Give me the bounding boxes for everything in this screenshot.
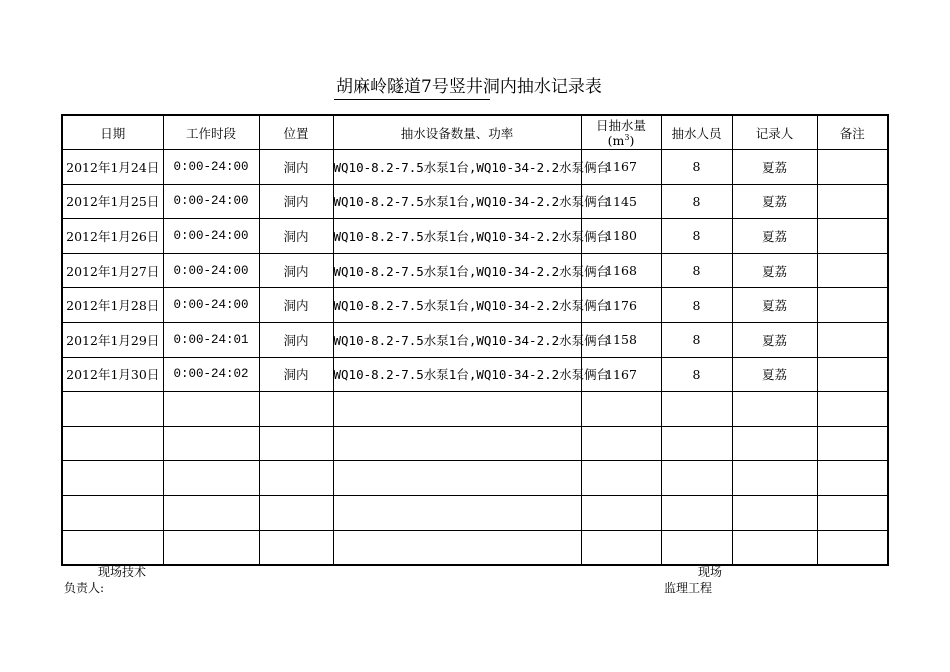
header-date: 日期 xyxy=(62,115,163,150)
cell-location xyxy=(259,530,333,565)
title-underline xyxy=(334,99,490,100)
footer-supervisor-label-line1: 现场 xyxy=(698,565,723,579)
cell-recorder xyxy=(732,426,817,461)
cell-volume xyxy=(581,426,661,461)
cell-date: 2012年1月24日 xyxy=(62,150,163,185)
cell-period: 0:00-24:00 xyxy=(163,150,259,185)
cell-staff xyxy=(661,461,732,496)
cell-date xyxy=(62,530,163,565)
cell-location: 洞内 xyxy=(259,150,333,185)
page-title: 胡麻岭隧道7号竖井洞内抽水记录表 xyxy=(336,77,602,97)
cell-remarks xyxy=(817,322,888,357)
cell-staff: 8 xyxy=(661,184,732,219)
cell-staff: 8 xyxy=(661,150,732,185)
cell-recorder: 夏荔 xyxy=(732,357,817,392)
table-row xyxy=(62,184,888,219)
cell-staff xyxy=(661,530,732,565)
footer-tech-lead-label-line1: 现场技术 xyxy=(98,565,147,579)
cell-period: 0:00-24:00 xyxy=(163,184,259,219)
cell-recorder xyxy=(732,461,817,496)
table-row xyxy=(62,253,888,288)
cell-date xyxy=(62,392,163,427)
cell-staff: 8 xyxy=(661,288,732,323)
cell-staff xyxy=(661,495,732,530)
cell-date: 2012年1月28日 xyxy=(62,288,163,323)
cell-location: 洞内 xyxy=(259,322,333,357)
cell-equipment xyxy=(333,495,581,530)
cell-period: 0:00-24:02 xyxy=(163,357,259,392)
cell-date xyxy=(62,495,163,530)
cell-recorder: 夏荔 xyxy=(732,288,817,323)
cell-equipment xyxy=(333,530,581,565)
cell-volume: 1158 xyxy=(581,322,661,357)
cell-volume: 1167 xyxy=(581,357,661,392)
cell-date: 2012年1月30日 xyxy=(62,357,163,392)
cell-location xyxy=(259,495,333,530)
cell-remarks xyxy=(817,461,888,496)
cell-equipment: WQ10-8.2-7.5水泵1台,WQ10-34-2.2水泵俩台 xyxy=(333,322,581,357)
cell-remarks xyxy=(817,219,888,254)
header-volume xyxy=(581,115,661,150)
cell-location xyxy=(259,461,333,496)
cell-period xyxy=(163,495,259,530)
cell-equipment: WQ10-8.2-7.5水泵1台,WQ10-34-2.2水泵俩台 xyxy=(333,288,581,323)
cell-period: 0:00-24:00 xyxy=(163,219,259,254)
cell-period xyxy=(163,392,259,427)
cell-remarks xyxy=(817,288,888,323)
cell-location: 洞内 xyxy=(259,219,333,254)
cell-recorder: 夏荔 xyxy=(732,253,817,288)
cell-equipment xyxy=(333,392,581,427)
cell-staff: 8 xyxy=(661,219,732,254)
cell-location: 洞内 xyxy=(259,253,333,288)
header-remarks: 备注 xyxy=(817,115,888,150)
cell-location: 洞内 xyxy=(259,357,333,392)
cell-remarks xyxy=(817,253,888,288)
cell-location: 洞内 xyxy=(259,184,333,219)
cell-date xyxy=(62,461,163,496)
cell-volume xyxy=(581,392,661,427)
table-row xyxy=(62,426,888,461)
table-row xyxy=(62,150,888,185)
table-row xyxy=(62,392,888,427)
cell-remarks xyxy=(817,530,888,565)
header-volume-unit: $(m^3)$ xyxy=(607,132,635,148)
header-staff: 抽水人员 xyxy=(661,115,732,150)
cell-recorder xyxy=(732,495,817,530)
cell-staff: 8 xyxy=(661,357,732,392)
cell-period xyxy=(163,530,259,565)
cell-volume: 1167 xyxy=(581,150,661,185)
cell-date: 2012年1月29日 xyxy=(62,322,163,357)
table-row xyxy=(62,530,888,565)
cell-remarks xyxy=(817,426,888,461)
cell-remarks xyxy=(817,495,888,530)
table-row xyxy=(62,219,888,254)
header-volume-label: 日抽水量 xyxy=(595,117,646,133)
cell-volume xyxy=(581,461,661,496)
cell-equipment: WQ10-8.2-7.5水泵1台,WQ10-34-2.2水泵俩台 xyxy=(333,150,581,185)
cell-equipment: WQ10-8.2-7.5水泵1台,WQ10-34-2.2水泵俩台 xyxy=(333,219,581,254)
cell-recorder: 夏荔 xyxy=(732,219,817,254)
table-row xyxy=(62,322,888,357)
cell-volume: 1168 xyxy=(581,253,661,288)
cell-date: 2012年1月27日 xyxy=(62,253,163,288)
cell-staff: 8 xyxy=(661,253,732,288)
pumping-record-table xyxy=(61,114,889,566)
header-period: 工作时段 xyxy=(163,115,259,150)
table-row xyxy=(62,288,888,323)
cell-period xyxy=(163,426,259,461)
cell-period: 0:00-24:00 xyxy=(163,253,259,288)
cell-equipment: WQ10-8.2-7.5水泵1台,WQ10-34-2.2水泵俩台 xyxy=(333,357,581,392)
cell-volume xyxy=(581,530,661,565)
cell-recorder xyxy=(732,392,817,427)
table-row xyxy=(62,357,888,392)
cell-location xyxy=(259,426,333,461)
cell-recorder xyxy=(732,530,817,565)
table-header-row xyxy=(62,115,888,150)
cell-recorder: 夏荔 xyxy=(732,150,817,185)
cell-volume: 1176 xyxy=(581,288,661,323)
cell-volume: 1180 xyxy=(581,219,661,254)
footer-supervisor-label-line2: 监理工程 xyxy=(664,581,713,595)
cell-recorder: 夏荔 xyxy=(732,184,817,219)
cell-date: 2012年1月25日 xyxy=(62,184,163,219)
cell-location: 洞内 xyxy=(259,288,333,323)
cell-date: 2012年1月26日 xyxy=(62,219,163,254)
cell-equipment xyxy=(333,426,581,461)
cell-equipment: WQ10-8.2-7.5水泵1台,WQ10-34-2.2水泵俩台 xyxy=(333,253,581,288)
cell-date xyxy=(62,426,163,461)
cell-remarks xyxy=(817,357,888,392)
header-equipment: 抽水设备数量、功率 xyxy=(333,115,581,150)
table-row xyxy=(62,495,888,530)
cell-equipment: WQ10-8.2-7.5水泵1台,WQ10-34-2.2水泵俩台 xyxy=(333,184,581,219)
cell-staff xyxy=(661,392,732,427)
cell-staff: 8 xyxy=(661,322,732,357)
footer-tech-lead-label-line2: 负责人: xyxy=(64,581,105,595)
cell-location xyxy=(259,392,333,427)
cell-remarks xyxy=(817,184,888,219)
cell-equipment xyxy=(333,461,581,496)
cell-remarks xyxy=(817,392,888,427)
cell-recorder: 夏荔 xyxy=(732,322,817,357)
table-row xyxy=(62,461,888,496)
cell-staff xyxy=(661,426,732,461)
cell-remarks xyxy=(817,150,888,185)
cell-volume xyxy=(581,495,661,530)
cell-period xyxy=(163,461,259,496)
header-recorder: 记录人 xyxy=(732,115,817,150)
cell-period: 0:00-24:00 xyxy=(163,288,259,323)
cell-volume: 1145 xyxy=(581,184,661,219)
cell-period: 0:00-24:01 xyxy=(163,322,259,357)
header-location: 位置 xyxy=(259,115,333,150)
